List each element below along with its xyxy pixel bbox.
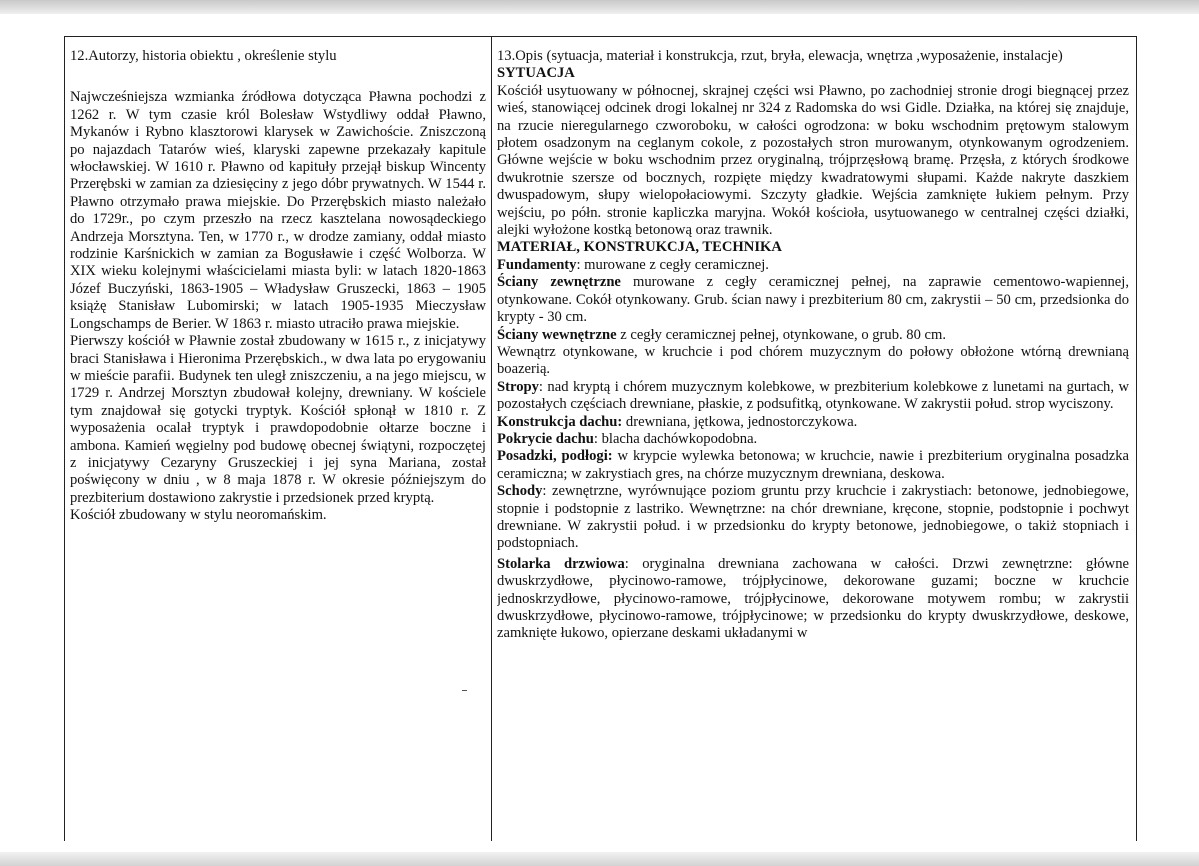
entry-interior-finish bbox=[497, 344, 1129, 379]
form-table bbox=[64, 36, 1137, 841]
entry-label: Pokrycie dachu bbox=[497, 430, 594, 447]
style-paragraph: Kościół zbudowany w stylu neoromańskim. bbox=[70, 507, 327, 524]
entry-label: Stropy bbox=[497, 378, 539, 395]
situation-text: Kościół usytuowany w północnej, skrajnej części wsi Pławno, po zachodniej stronie drogi biegnącej przez wieś, stanowiącej odcinek drogi lokalnej nr 324 z Radomska do wsi Gidle. Działka, na której się znajduje, na rzucie nieregularnego czworoboku, w całości ogrodzona: w boku wschodnim prętowym stalowym płotem osadzonym na ceglanym cokole, z pozostałych stron murowanym, otynkowanym ogrodzeniem. Główne wejście w boku wschodnim przez oryginalną, trójprzęsłową bramę. Przęsła, z których środkowe dwukrotnie szersze od bocznych, rozpięte między kwadratowymi słupami. Każde nakryte daszkiem dwuspadowym, słupy wielopołaciowymi. Szczyty gładkie. Wejścia zamknięte łukiem pełnym. Przy wejściu, po półn. stronie kapliczka maryjna. Wokół kościoła, usytuowanego w centralnej części działki, alejki wyłożone kostką betonową oraz trawnik. bbox=[497, 82, 1129, 239]
section-heading-situation: SYTUACJA bbox=[497, 65, 575, 82]
entry-text: : nad kryptą i chórem muzycznym kolebkowe, w prezbiterium kolebkowe z lunetami na gurtach, w pozostałych częściach drewniane, płaskie, z podsufitką, otynkowane. W zakrystii połud. strop wyciszony. bbox=[497, 378, 1129, 413]
entry-label: Ściany zewnętrzne bbox=[497, 274, 621, 291]
description-heading: 13.Opis (sytuacja, materiał i konstrukcja, rzut, bryła, elewacja, wnętrza ,wyposażenie, instalacje) bbox=[497, 48, 1063, 64]
entry-text: murowane z cegły ceramicznej pełnej, na zaprawie cementowo-wapiennej, otynkowane. Cokół otynkowany. Grub. ścian nawy i prezbiterium 80 cm, zakrystii – 50 cm, przedsionka do krypty - 30 cm. bbox=[497, 274, 1129, 326]
history-paragraph: Pierwszy kościół w Pławnie został zbudowany w 1615 r., z inicjatywy braci Stanisława i Hieronima Przerębskich., w dwa lata po erygowaniu w mieście parafii. Budynek ten uległ zniszczeniu, a na jego miejscu, w 1729 r. Andrzej Morsztyn zbudował kolejny, drewniany. W kościele tym znajdował się gotycki tryptyk. Kościół spłonął w 1810 r. Z wyposażenia ocalał tryptyk i prawdopodobnie ołtarze boczne i ambona. Kamień węgielny pod budowę obecnej świątyni, rozpoczętej z inicjatywy Cezaryny Gruszeckiej i jej syna Mariana, został poświęcony w dniu , w 8 maja 1878 r. W okresie późniejszym do prezbiterium dostawiono zakrystie i przedsionek przed kryptą. bbox=[70, 333, 486, 506]
entry-text: w krypcie wylewka betonowa; w kruchcie, nawie i prezbiterium oryginalna posadzka ceramiczna; w zakrystiach gres, na chórze muzycznym drewniana, deskowa. bbox=[497, 448, 1129, 482]
section-heading-material: MATERIAŁ, KONSTRUKCJA, TECHNIKA bbox=[497, 239, 782, 256]
entry-text: drewniana, jętkowa, jednostorczykowa. bbox=[622, 413, 858, 430]
entry-doors bbox=[497, 556, 1129, 643]
entry-label: Ściany wewnętrzne bbox=[497, 326, 617, 343]
entry-floors bbox=[497, 448, 1129, 483]
entry-text: : blacha dachówkopodobna. bbox=[593, 430, 758, 447]
entry-stairs bbox=[497, 483, 1129, 553]
document-page bbox=[14, 14, 1186, 852]
entry-label: Konstrukcja dachu: bbox=[497, 413, 623, 430]
entry-interior-walls bbox=[497, 327, 1129, 344]
entry-text: Wewnątrz otynkowane, w kruchcie i pod chórem muzycznym do połowy obłożone wtórną drewnianą boazerią. bbox=[497, 343, 1129, 378]
entry-foundations bbox=[497, 257, 1129, 274]
entry-text: : oryginalna drewniana zachowana w całości. Drzwi zewnętrzne: główne dwuskrzydłowe, płycinowo-ramowe, trójpłycinowe, dekorowane guzami; boczne w kruchcie jednoskrzydłowe, płycinowo-ramowe, trójpłycinowe, dekorowane motywem rombu; w zakrystii dwuskrzydłowe, płycinowo-ramowe, trójpłycinowe; w przedsionku do krypty dwuskrzydłowe, deskowe, zamknięte łukowo, opierzane deskami układanymi w bbox=[497, 555, 1129, 642]
entry-exterior-walls bbox=[497, 274, 1129, 326]
entry-ceilings bbox=[497, 379, 1129, 414]
column-divider bbox=[491, 37, 492, 841]
scan-edge-bottom bbox=[0, 852, 1199, 866]
description-column bbox=[497, 37, 1129, 841]
entry-label: Schody bbox=[497, 483, 543, 500]
scan-speck bbox=[462, 690, 467, 691]
entry-roof-structure bbox=[497, 414, 1129, 431]
entry-text: : murowane z cegły ceramicznej. bbox=[576, 256, 769, 273]
scan-edge-top bbox=[0, 0, 1199, 14]
entry-text: z cegły ceramicznej pełnej, otynkowane, o grub. 80 cm. bbox=[616, 326, 947, 343]
history-paragraph: Najwcześniejsza wzmianka źródłowa dotycząca Pławna pochodzi z 1262 r. W tym czasie król Bolesław Wstydliwy oddał Pławno, Mykanów i Rybno klasztorowi klarysek w Zawichoście. Zniszczoną po najazdach Tatarów wieś, klaryski zapewne przekazały kapitule włocławskiej. W 1610 r. Pławno od kapituły przejął biskup Wincenty Przerębski w zamian za dziesięciny z jego dóbr prywatnych. W 1544 r. Pławno otrzymało prawa miejskie. Do Przerębskich miasto należało do 1729r., po czym przeszło na rzecz kasztelana nowosądeckiego Andrzeja Morsztyna. Ten, w 1770 r., w drodze zamiany, oddał miasto rodzinie Karśnickich w zamian za Bogusławie i część Wolborza. W XIX wieku kolejnymi właścicielami miasta byli: w latach 1820-1863 Józef Buczyński, 1863-1905 – Władysław Gruszecki, 1863 – 1905 książę Stanisław Lubomirski; w latach 1905-1935 Mieczysław Longschamps de Berier. W 1863 r. miasto utraciło prawa miejskie. bbox=[70, 89, 486, 332]
entry-label: Fundamenty bbox=[497, 256, 577, 273]
history-column bbox=[70, 37, 486, 841]
entry-text: : zewnętrzne, wyrównujące poziom gruntu przy kruchcie i zakrystiach: betonowe, jednobiegowe, stopnie i podstopnie z lastriko. Wewnętrzne: na chór drewniane, kręcone, stopnie, podstopnie i pochwyt drewniane. W zakrystii połud. i w przedsionku do krypty betonowe, jednobiegowe, o takiż stopniach i podstopniach. bbox=[497, 483, 1129, 552]
history-heading: 12.Autorzy, historia obiektu , określenie stylu bbox=[70, 48, 337, 64]
entry-roof-covering bbox=[497, 431, 1129, 448]
entry-label: Stolarka drzwiowa bbox=[497, 555, 625, 572]
entry-label: Posadzki, podłogi: bbox=[497, 448, 613, 465]
